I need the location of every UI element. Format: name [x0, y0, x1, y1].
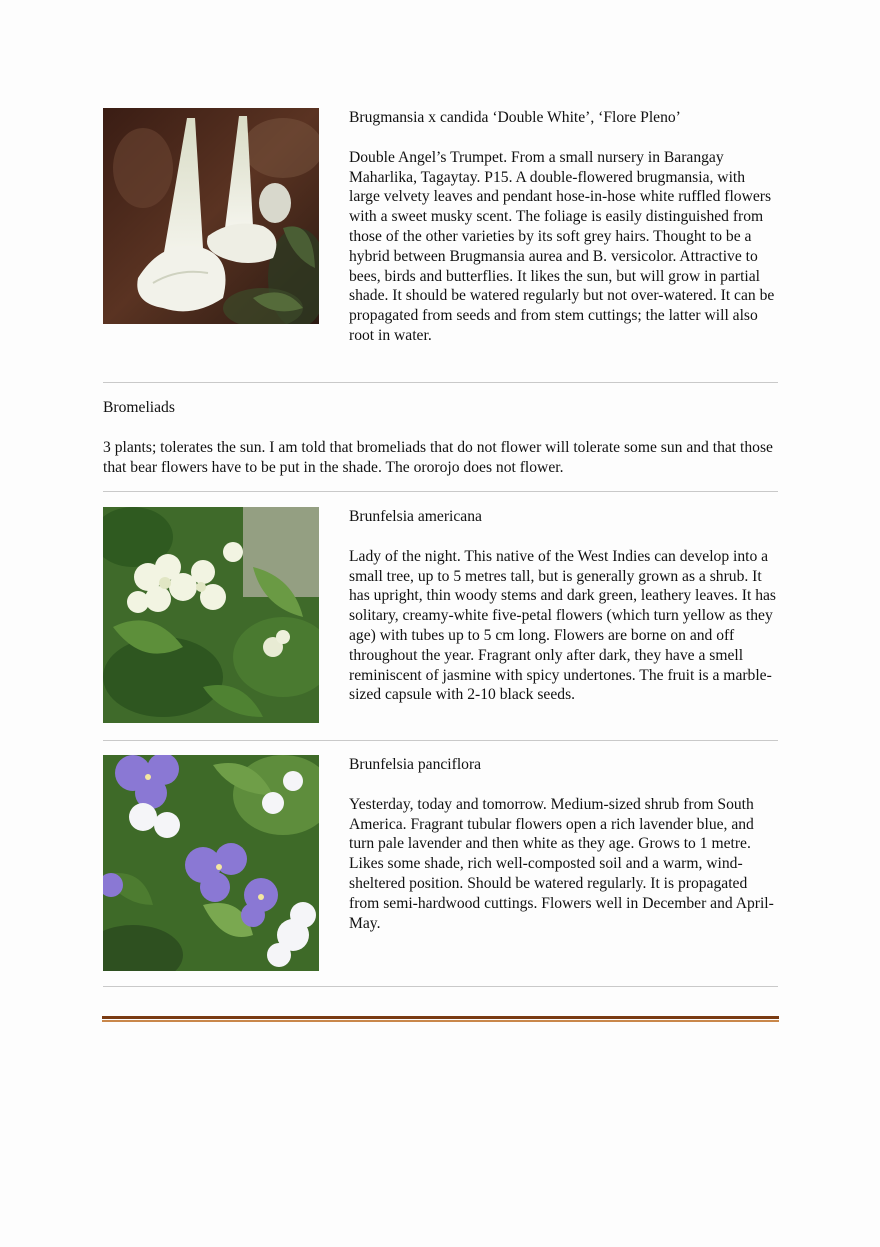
footer-rule: [102, 1016, 779, 1022]
divider: [103, 382, 778, 383]
plant-description: Lady of the night. This native of the West Indies can develop into a small tree, up to 5 metres tall, but is generally grown as a shrub. It has upright, thin woody stems and dark green, leathery leaves. It has solitary, creamy-white five-petal flowers (which turn yellow as they age) with tubes up to 5 cm long. Flowers are borne on and off throughout the year. Fragrant only after dark, they have a smell reminiscent of jasmine with spicy undertones. The fruit is a marble-sized capsule with 2-10 black seeds.: [349, 547, 776, 704]
plant-name: Brunfelsia americana: [349, 508, 482, 525]
plant-description: Double Angel’s Trumpet. From a small nursery in Barangay Maharlika, Tagaytay. P15. A double-flowered brugmansia, with large velvety leaves and pendant hose-in-hose white ruffled flowers with a sweet musky scent. The foliage is easily distinguished from those of the other varieties by its soft grey hairs. Thought to be a hybrid between Brugmansia aurea and B. versicolor. Attractive to bees, birds and butterflies. It likes the sun, but will grow in partial shade. It should be watered regularly but not over-watered. It can be propagated from seeds and from stem cuttings; the latter will also root in water.: [349, 148, 775, 344]
brunfelsia-americana-photo: [103, 507, 319, 723]
plant-entry-bromeliads: [103, 398, 778, 477]
plant-description: 3 plants; tolerates the sun. I am told that bromeliads that do not flower will tolerate some sun and that those that bear flowers have to be put in the shade. The ororojo does not flower.: [103, 438, 773, 476]
plant-entry-brugmansia: [103, 108, 778, 368]
plant-entry-brunfelsia-panciflora: [103, 755, 778, 975]
divider: [103, 491, 778, 492]
brunfelsia-americana-text: [349, 507, 779, 705]
plant-entry-brunfelsia-americana: [103, 507, 778, 727]
brugmansia-text: [349, 108, 779, 346]
brugmansia-photo: [103, 108, 319, 324]
divider: [103, 740, 778, 741]
plant-name: Brunfelsia panciflora: [349, 756, 482, 773]
plant-name: Brugmansia x candida ‘Double White’, ‘Flore Pleno’: [349, 109, 681, 126]
brunfelsia-panciflora-photo: [103, 755, 319, 971]
footer-rule-light: [102, 1020, 779, 1022]
brunfelsia-panciflora-text: [349, 755, 779, 933]
plant-name: Bromeliads: [103, 399, 175, 416]
plant-description: Yesterday, today and tomorrow. Medium-sized shrub from South America. Fragrant tubular flowers open a rich lavender blue, and turn pale lavender and then white as they age. Grows to 1 metre. Likes some shade, rich well-composted soil and a warm, wind-sheltered position. Should be watered regularly. It is propagated from semi-hardwood cuttings. Flowers well in December and April-May.: [349, 795, 774, 932]
divider: [103, 986, 778, 987]
